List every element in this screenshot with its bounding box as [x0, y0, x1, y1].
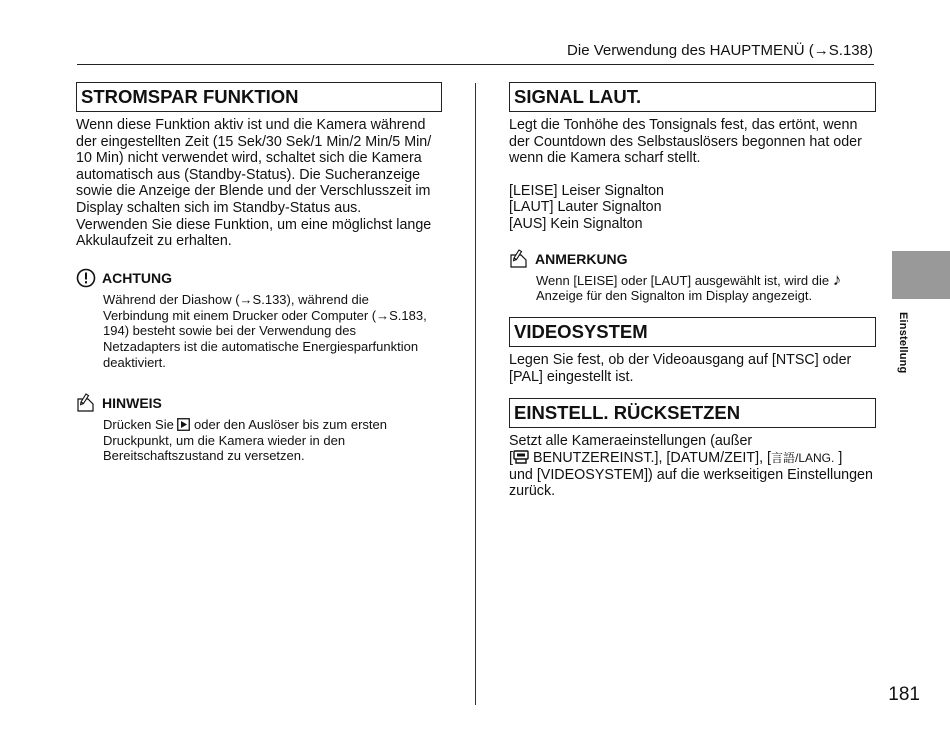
caution-title: ACHTUNG: [102, 269, 172, 286]
section-title-stromspar: STROMSPAR FUNKTION: [76, 82, 442, 112]
reset-bracket-close: ]: [834, 449, 843, 466]
remark-title: ANMERKUNG: [535, 250, 628, 267]
left-column: [76, 82, 442, 464]
caution-body: Während der Diashow (→S.133), während die Verbindung mit einem Drucker oder Computer (→S.183, 194) besteht sowie bei der Verwendung des Netzadapters ist die automatische Energiesparfunktion deaktiviert.: [103, 291, 427, 370]
hint-title: HINWEIS: [102, 394, 162, 411]
caution-box: [76, 268, 442, 371]
side-tab-marker: [892, 251, 950, 299]
playback-button-icon: [177, 418, 190, 431]
reset-body: [509, 433, 876, 499]
hint-body-end: oder den Auslöser bis zum ersten Druckpunkt, um die Kamera wieder in den Bereitschaftszustand zu versetzen.: [103, 416, 387, 464]
language-label: 言語/LANG.: [770, 450, 835, 465]
signal-body: Legt die Tonhöhe des Tonsignals fest, das ertönt, wenn der Countdown des Selbstauslösers begonnen hat oder wenn die Kamera scharf stellt.: [509, 117, 862, 167]
signal-option-leise: [LEISE] Leiser Signalton: [509, 182, 664, 199]
remark-body: [536, 269, 876, 305]
music-note-icon: ♪: [832, 269, 842, 289]
signal-options: [509, 183, 876, 233]
exclamation-circle-icon: [76, 268, 96, 288]
pencil-note-icon: [76, 393, 96, 413]
hint-body-start: Drücken Sie: [103, 416, 178, 432]
column-divider: [475, 83, 476, 705]
pencil-note-icon: [509, 249, 529, 269]
stromspar-body: Wenn diese Funktion aktiv ist und die Kamera während der eingestellten Zeit (15 Sek/30 Sek/1 Min/2 Min/5 Min/ 10 Min) nicht verwendet wird, schaltet sich die Kamera automatisch aus (Standby-Status). Die Sucheranzeige sowie die Anzeige der Blende und der Verschlusszeit im Display schalten sich im Standby-Status aus. Verwenden Sie diese Funktion, um eine möglichst lange Akkulaufzeit zu erhalten.: [76, 117, 432, 250]
reset-line-1: Setzt alle Kameraeinstellungen (außer: [509, 433, 753, 450]
section-title-reset: EINSTELL. RÜCKSETZEN: [509, 398, 876, 428]
reset-bracket-open: [: [509, 449, 513, 466]
section-title-signal: SIGNAL LAUT.: [509, 82, 876, 112]
side-tab-label: Einstellung: [897, 312, 909, 374]
remark-line-1: Wenn [LEISE] oder [LAUT] ausgewählt ist, wird die: [536, 272, 833, 288]
reset-line-2-text: BENUTZEREINST.], [DATUM/ZEIT], [: [528, 449, 771, 466]
signal-option-aus: [AUS] Kein Signalton: [509, 215, 643, 232]
reset-line-3: und [VIDEOSYSTEM]) auf die werkseitigen Einstellungen zurück.: [509, 466, 873, 500]
section-title-videosystem: VIDEOSYSTEM: [509, 317, 876, 347]
remark-line-2: Anzeige für den Signalton im Display angezeigt.: [536, 288, 813, 304]
header-reference: Die Verwendung des HAUPTMENÜ (→S.138): [567, 42, 873, 59]
reset-line-2: [509, 450, 876, 467]
right-column: [509, 82, 876, 500]
header-rule: [77, 64, 874, 65]
videosystem-body: Legen Sie fest, ob der Videoausgang auf [NTSC] oder [PAL] eingestellt ist.: [509, 352, 852, 385]
hint-body: [103, 417, 442, 464]
page-number: 181: [888, 684, 920, 705]
remark-box: [509, 249, 876, 305]
hint-box: [76, 393, 442, 464]
user-settings-icon: [513, 450, 529, 464]
signal-option-laut: [LAUT] Lauter Signalton: [509, 199, 662, 216]
